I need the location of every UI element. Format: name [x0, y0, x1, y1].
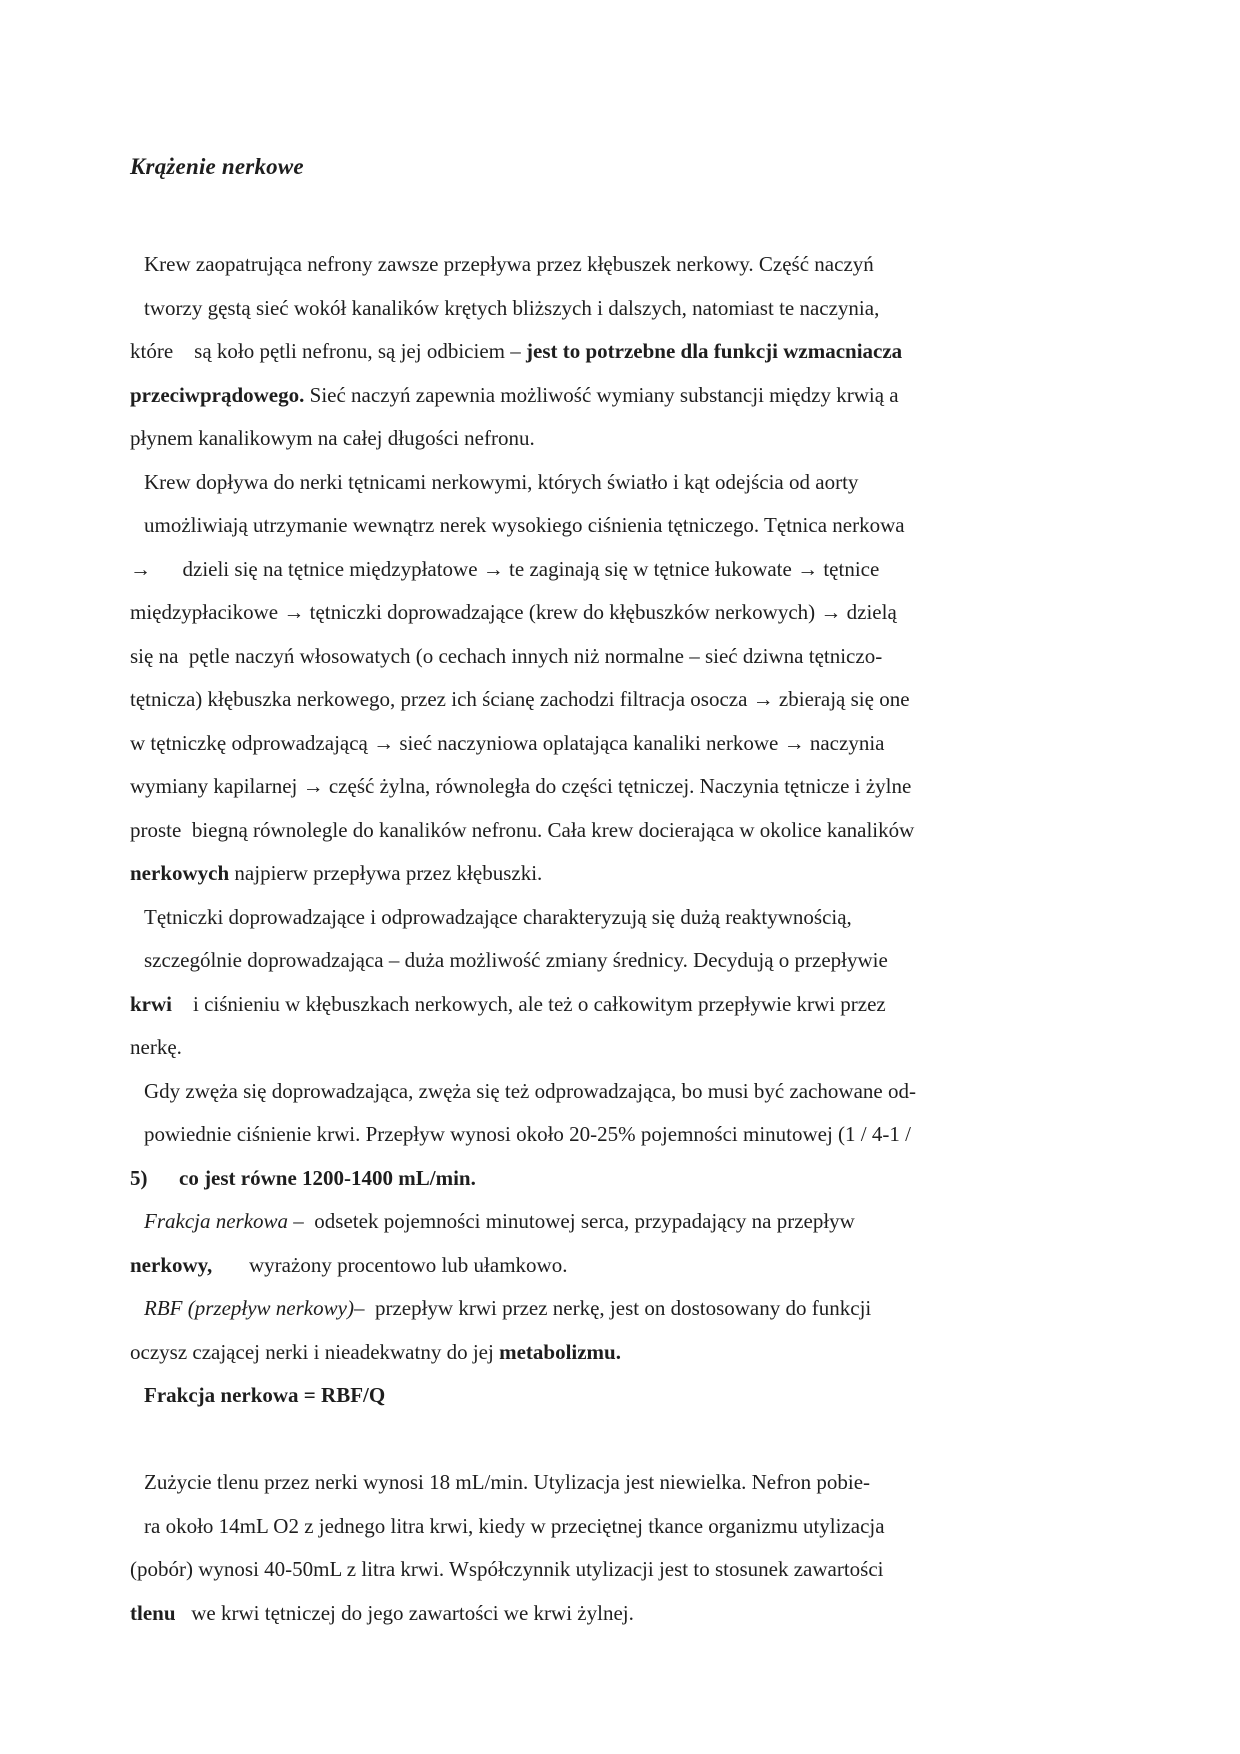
bold-text-segment: Frakcja nerkowa = RBF/Q: [144, 1383, 386, 1407]
blank-line: [130, 1418, 1114, 1462]
text-segment: tworzy gęstą sieć wokół kanalików krętych bliższych i dalszych, natomiast te naczynia,: [144, 295, 880, 320]
text-segment: proste biegną równolegle do kanalików nefronu. Cała krew docierająca w okolice kanalików: [130, 817, 915, 842]
text-line: [130, 896, 1114, 940]
text-segment: szczególnie doprowadzająca – duża możliwość zmiany średnicy. Decydują o przepływie: [144, 948, 888, 972]
text-segment: powiednie ciśnienie krwi. Przepływ wynosi około 20-25% pojemności minutowej (1 / 4-1 /: [144, 1122, 911, 1146]
text-line: [130, 983, 1114, 1027]
text-line: [130, 287, 1114, 331]
text-segment: i ciśnieniu w kłębuszkach nerkowych, ale też o całkowitym przepływie krwi przez: [172, 991, 886, 1016]
text-segment: płynem kanalikowym na całej długości nefronu.: [130, 426, 535, 450]
bold-text-segment: 5) co jest równe 1200-1400 mL/min.: [130, 1165, 476, 1190]
text-line: [130, 504, 1114, 548]
text-segment: Gdy zwęża się doprowadzająca, zwęża się też odprowadzająca, bo musi być zachowane od-: [144, 1078, 916, 1103]
text-segment: umożliwiają utrzymanie wewnątrz nerek wysokiego ciśnienia tętniczego. Tętnica nerkowa: [144, 513, 905, 537]
text-segment: Tętniczki doprowadzające i odprowadzające charakteryzują się dużą reaktywnością,: [144, 904, 852, 929]
text-line: [130, 635, 1114, 679]
text-line: [130, 1200, 1114, 1244]
text-line: [130, 678, 1114, 722]
text-segment: oczysz czającej nerki i nieadekwatny do jej: [130, 1339, 500, 1364]
text-line: [130, 374, 1114, 418]
text-segment: przepływ krwi przez nerkę, jest on dostosowany do funkcji: [369, 1296, 872, 1320]
text-line: [130, 1461, 1114, 1505]
text-line: [130, 1026, 1114, 1070]
text-segment: ra około 14mL O2 z jednego litra krwi, kiedy w przeciętnej tkance organizmu utylizacja: [144, 1513, 885, 1538]
text-segment: międzypłacikowe → tętniczki doprowadzające (krew do kłębuszków nerkowych) → dzielą: [130, 600, 897, 624]
text-line: [130, 809, 1114, 853]
text-line: [130, 330, 1114, 374]
text-segment: tętnicza) kłębuszka nerkowego, przez ich ścianę zachodzi filtracja osocza → zbierają się one: [130, 687, 910, 711]
text-segment: Krew zaopatrująca nefrony zawsze przepływa przez kłębuszek nerkowy. Część naczyń: [144, 252, 874, 276]
bold-text-segment: tlenu: [130, 1600, 176, 1625]
text-segment: wymiany kapilarnej → część żylna, równoległa do części tętniczej. Naczynia tętnicze i żylne: [130, 774, 912, 798]
bold-text-segment: nerkowy,: [130, 1252, 213, 1277]
text-line: [130, 1244, 1114, 1288]
text-line: [130, 939, 1114, 983]
text-line: [130, 461, 1114, 505]
text-segment: najpierw przepływa przez kłębuszki.: [229, 861, 543, 885]
text-line: [130, 1331, 1114, 1375]
text-line: [130, 1287, 1114, 1331]
bold-text-segment: nerkowych: [130, 861, 230, 885]
text-segment: które są koło pętli nefronu, są jej odbiciem –: [130, 339, 526, 363]
text-segment: Krew dopływa do nerki tętnicami nerkowymi, których światło i kąt odejścia od aorty: [144, 469, 859, 494]
text-line: [130, 722, 1114, 766]
text-segment: w tętniczkę odprowadzającą → sieć naczyniowa oplatająca kanaliki nerkowe → naczynia: [130, 730, 885, 755]
italic-text-segment: Frakcja nerkowa –: [144, 1209, 310, 1233]
text-line: [130, 1548, 1114, 1592]
bold-text-segment: przeciwprądowego.: [130, 382, 305, 407]
text-segment: Sieć naczyń zapewnia możliwość wymiany substancji między krwią a: [304, 382, 899, 407]
text-line: [130, 765, 1114, 809]
text-line: [130, 591, 1114, 635]
text-segment: nerkę.: [130, 1035, 182, 1059]
italic-text-segment: RBF (przepływ nerkowy)–: [144, 1296, 370, 1320]
document-content: [130, 145, 1114, 1635]
text-line: [130, 852, 1114, 896]
document-title: Krążenie nerkowe: [130, 154, 304, 179]
text-segment: → dzieli się na tętnice międzypłatowe → te zaginają się w tętnice łukowate → tętnice: [130, 556, 880, 581]
text-line: [130, 417, 1114, 461]
bold-text-segment: jest to potrzebne dla funkcji wzmacniacza: [526, 339, 903, 363]
text-line: [130, 1592, 1114, 1636]
text-line: [130, 1505, 1114, 1549]
text-segment: się na pętle naczyń włosowatych (o cechach innych niż normalne – sieć dziwna tętniczo-: [130, 643, 883, 668]
text-segment: odsetek pojemności minutowej serca, przypadający na przepływ: [309, 1209, 855, 1233]
bold-text-segment: metabolizmu.: [499, 1339, 621, 1364]
bold-text-segment: krwi: [130, 991, 172, 1016]
text-segment: Zużycie tlenu przez nerki wynosi 18 mL/min. Utylizacja jest niewielka. Nefron pobie-: [144, 1470, 871, 1494]
text-line: [130, 1113, 1114, 1157]
text-segment: (pobór) wynosi 40-50mL z litra krwi. Współczynnik utylizacji jest to stosunek zawartości: [130, 1557, 884, 1581]
text-segment: wyrażony procentowo lub ułamkowo.: [212, 1252, 568, 1277]
text-line: [130, 1374, 1114, 1418]
text-line: [130, 1157, 1114, 1201]
text-line: [130, 548, 1114, 592]
text-line: [130, 1070, 1114, 1114]
document-body: [130, 243, 1114, 1635]
text-line: [130, 243, 1114, 287]
text-segment: we krwi tętniczej do jego zawartości we krwi żylnej.: [175, 1600, 634, 1625]
